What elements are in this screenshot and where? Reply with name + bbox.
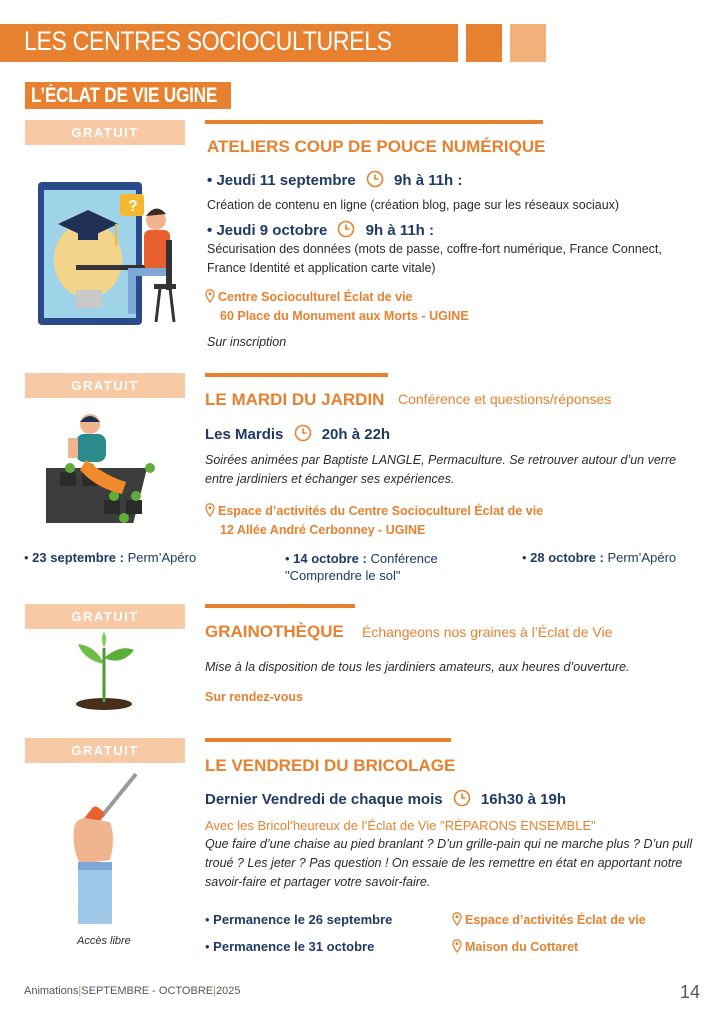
jardin-date-2: • 14 octobre : Conférence "Comprendre le sol": [285, 551, 438, 583]
jardin-desc: Soirées animées par Baptiste LANGLE, Permaculture. Se retrouver autour d’un verre entre jardiniers et échanger ses expériences.: [205, 453, 677, 486]
footer-sep-1: |: [78, 985, 82, 997]
location-line-1: Centre Socioculturel Éclat de vie: [218, 290, 413, 304]
clock-icon: [294, 424, 312, 442]
gardener-illustration: [46, 408, 176, 533]
grainotheque-note: Sur rendez-vous: [205, 690, 303, 704]
section-title-ateliers: ATELIERS COUP DE POUCE NUMÉRIQUE: [207, 137, 546, 156]
map-pin-icon: [452, 939, 462, 953]
session-1-time: 9h à 11h :: [394, 172, 463, 189]
jardin-date-3-label: Perm’Apéro: [607, 550, 677, 565]
svg-text:?: ?: [128, 198, 138, 215]
gratuit-badge: GRATUIT: [25, 604, 185, 629]
permanence-1-place-label: Espace d’activités Éclat de vie: [465, 913, 646, 927]
jardin-date-1: • 23 septembre : Perm’Apéro: [24, 550, 197, 565]
clock-icon: [366, 170, 384, 188]
session-2-date: Jeudi 9 octobre: [216, 222, 328, 239]
header-square-light: [510, 24, 546, 62]
section-rule: [205, 120, 543, 124]
permanence-2-place: [452, 938, 578, 957]
section-rule: [205, 373, 388, 377]
gratuit-badge: GRATUIT: [25, 373, 185, 398]
session-2-desc: Sécurisation des données (mots de passe, coffre-fort numérique, France Connect, France Identité et application carte vitale): [207, 242, 662, 275]
bricolage-desc: Que faire d’une chaise au pied branlant ? D’un grille-pain qui ne marche plus ? D’un pull troué ? Les jeter ? Pas question ! On essaie de les remettre en état en apportant notre savoir-faire et partager votre savoir-faire.: [205, 837, 693, 889]
jardin-date-2-day: 14 octobre :: [293, 551, 367, 566]
jardin-date-3: • 28 octobre : Perm’Apéro: [522, 550, 677, 565]
footer-period: SEPTEMBRE - OCTOBRE: [81, 985, 214, 997]
jardin-date-2-label: Conférence "Comprendre le sol": [285, 551, 438, 583]
sprout-icon: [74, 630, 138, 712]
session-1-date: Jeudi 11 septembre: [216, 172, 356, 189]
jardin-time: 20h à 22h: [321, 426, 391, 443]
footer: [24, 985, 240, 997]
location-jardin: [205, 502, 543, 540]
footer-sep-2: |: [213, 985, 216, 997]
location-line-2: 60 Place du Monument aux Morts - UGINE: [220, 309, 469, 323]
hand-screwdriver-illustration: [66, 768, 146, 928]
jardin-date-1-label: Perm’Apéro: [127, 550, 197, 565]
section-title-bricolage: LE VENDREDI DU BRICOLAGE: [205, 756, 456, 775]
bricolage-tagline: Avec les Bricol’heureux de l’Éclat de Vie "RÉPARONS ENSEMBLE": [205, 818, 596, 833]
jardin-date-1-day: 23 septembre :: [32, 550, 124, 565]
jardin-date-3-day: 28 octobre :: [530, 550, 604, 565]
gratuit-badge: GRATUIT: [25, 738, 185, 763]
location-line-1: Espace d’activités du Centre Socioculturel Éclat de vie: [218, 504, 544, 518]
session-2-heading: • Jeudi 9 octobre 9h à 11h :: [207, 222, 435, 239]
footer-prefix: Animations: [24, 985, 79, 997]
map-pin-icon: [205, 503, 215, 517]
bricolage-heading: [205, 789, 566, 808]
grainotheque-desc: Mise à la disposition de tous les jardiniers amateurs, aux heures d’ouverture.: [205, 660, 630, 674]
computer-student-illustration: [36, 180, 186, 330]
clock-icon: [453, 789, 471, 807]
map-pin-icon: [205, 289, 215, 303]
permanence-2: • Permanence le 31 octobre: [205, 939, 375, 954]
header-square-dark: [466, 24, 502, 62]
map-pin-icon: [452, 912, 462, 926]
section-subtitle-jardin: Conférence et questions/réponses: [398, 391, 612, 407]
location-line-2: 12 Allée André Cerbonney - UGINE: [220, 523, 426, 537]
jardin-date: Les Mardis: [205, 426, 284, 443]
page-subtitle: L’ÉCLAT DE VIE UGINE: [31, 84, 218, 107]
bricolage-time: 16h30 à 19h: [480, 791, 566, 808]
section-subtitle-grainotheque: Échangeons nos graines à l’Éclat de Vie: [362, 624, 613, 640]
session-1-heading: • Jeudi 11 septembre 9h à 11h :: [207, 172, 463, 189]
permanence-2-place-label: Maison du Cottaret: [465, 940, 579, 954]
note-inscription: Sur inscription: [207, 335, 287, 349]
section-title-grainotheque: GRAINOTHÈQUE: [205, 622, 344, 641]
bricolage-date: Dernier Vendredi de chaque mois: [205, 791, 443, 808]
permanence-1-place: [452, 911, 646, 930]
permanence-2-label: Permanence le 31 octobre: [213, 939, 375, 954]
section-rule: [205, 604, 355, 608]
permanence-1: • Permanence le 26 septembre: [205, 912, 393, 927]
section-rule: [205, 738, 451, 742]
jardin-heading: [205, 424, 390, 443]
gratuit-badge: GRATUIT: [25, 120, 185, 145]
page-number: 14: [680, 982, 701, 1002]
session-2-time: 9h à 11h :: [365, 222, 435, 239]
page-title: LES CENTRES SOCIOCULTURELS: [24, 26, 392, 56]
permanence-1-label: Permanence le 26 septembre: [213, 912, 393, 927]
section-title-jardin: LE MARDI DU JARDIN: [205, 390, 385, 409]
acces-libre-caption: Accès libre: [77, 935, 131, 947]
session-1-desc: Création de contenu en ligne (création blog, page sur les réseaux sociaux): [207, 198, 620, 212]
clock-icon: [337, 220, 355, 238]
footer-year: 2025: [215, 985, 241, 997]
location-ateliers: [205, 288, 469, 326]
